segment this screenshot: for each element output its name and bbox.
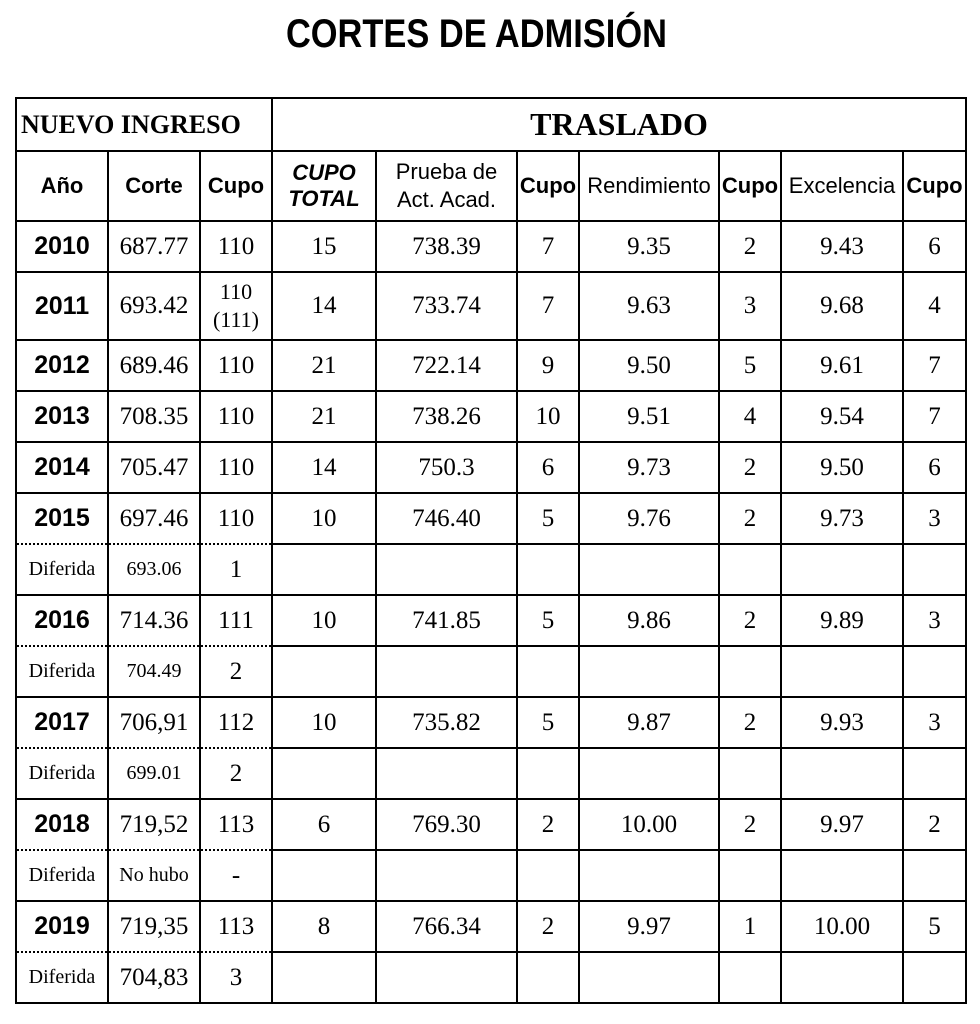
- table-row: [16, 340, 966, 391]
- cell-cupo-total: 10: [272, 493, 376, 544]
- header-corte: Corte: [108, 151, 200, 221]
- empty-cell: [579, 748, 719, 799]
- cell-prueba: 750.3: [376, 442, 517, 493]
- empty-cell: [719, 646, 781, 697]
- cell-prueba: 746.40: [376, 493, 517, 544]
- cell-cupo-total: 21: [272, 391, 376, 442]
- header-cupo-rend: Cupo: [719, 151, 781, 221]
- cell-excelencia: 9.97: [781, 799, 903, 850]
- cell-cupo-rend: 1: [719, 901, 781, 952]
- table-row: [16, 595, 966, 646]
- cell-corte: 705.47: [108, 442, 200, 493]
- admission-cutoffs-table: [15, 97, 967, 1004]
- cell-corte: 714.36: [108, 595, 200, 646]
- cell-cupo-exc: 7: [903, 391, 966, 442]
- cell-cupo-rend: 4: [719, 391, 781, 442]
- cell-cupo-paa: 7: [517, 221, 579, 272]
- cell-cupo-exc: 7: [903, 340, 966, 391]
- cell-diferida-corte: No hubo: [108, 850, 200, 901]
- cell-rendimiento: 9.73: [579, 442, 719, 493]
- table-row: [16, 442, 966, 493]
- cell-cupo-exc: 3: [903, 697, 966, 748]
- table-row: [16, 391, 966, 442]
- cell-corte: 693.42: [108, 272, 200, 340]
- table-row: [16, 799, 966, 850]
- cell-cupo-total: 10: [272, 595, 376, 646]
- cell-rendimiento: 9.63: [579, 272, 719, 340]
- table-row-diferida: [16, 544, 966, 595]
- cell-cupo-total: 15: [272, 221, 376, 272]
- cell-cupo-paa: 2: [517, 799, 579, 850]
- header-rendimiento: Rendimiento: [579, 151, 719, 221]
- cell-corte: 719,52: [108, 799, 200, 850]
- cell-cupo-exc: 4: [903, 272, 966, 340]
- header-excelencia: Excelencia: [781, 151, 903, 221]
- cell-diferida-label: Diferida: [16, 646, 108, 697]
- cell-diferida-label: Diferida: [16, 850, 108, 901]
- cell-cupo: 110: [200, 391, 272, 442]
- cell-diferida-label: Diferida: [16, 748, 108, 799]
- cell-corte: 697.46: [108, 493, 200, 544]
- table-row-diferida: [16, 748, 966, 799]
- empty-cell: [579, 544, 719, 595]
- cell-corte: 706,91: [108, 697, 200, 748]
- cell-anio: 2013: [16, 391, 108, 442]
- cell-cupo-rend: 2: [719, 442, 781, 493]
- cell-cupo-total: 6: [272, 799, 376, 850]
- cell-cupo-paa: 6: [517, 442, 579, 493]
- cell-excelencia: 9.89: [781, 595, 903, 646]
- empty-cell: [719, 748, 781, 799]
- cell-cupo-paa: 7: [517, 272, 579, 340]
- cell-diferida-cupo: 2: [200, 748, 272, 799]
- table-row: [16, 221, 966, 272]
- cell-cupo-paa: 2: [517, 901, 579, 952]
- cell-cupo-paa: 5: [517, 697, 579, 748]
- section-traslado: TRASLADO: [272, 98, 966, 151]
- cell-diferida-cupo: 2: [200, 646, 272, 697]
- cell-cupo-rend: 5: [719, 340, 781, 391]
- cell-anio: 2010: [16, 221, 108, 272]
- cell-excelencia: 9.54: [781, 391, 903, 442]
- table-row-diferida: [16, 646, 966, 697]
- cell-cupo-exc: 3: [903, 595, 966, 646]
- cell-rendimiento: 9.50: [579, 340, 719, 391]
- cell-cupo: 110: [200, 442, 272, 493]
- cell-cupo-rend: 2: [719, 493, 781, 544]
- cell-cupo: 110: [200, 493, 272, 544]
- empty-cell: [781, 850, 903, 901]
- cell-cupo-exc: 6: [903, 221, 966, 272]
- cell-rendimiento: 9.97: [579, 901, 719, 952]
- cell-prueba: 738.39: [376, 221, 517, 272]
- empty-cell: [579, 646, 719, 697]
- table-row: [16, 901, 966, 952]
- header-cupo-total: CUPO TOTAL: [272, 151, 376, 221]
- header-cupo-exc: Cupo: [903, 151, 966, 221]
- table-row: [16, 272, 966, 340]
- empty-cell: [781, 544, 903, 595]
- cell-cupo-exc: 2: [903, 799, 966, 850]
- table-row-diferida: [16, 952, 966, 1003]
- cell-diferida-cupo: 1: [200, 544, 272, 595]
- cell-anio: 2012: [16, 340, 108, 391]
- cell-cupo-paa: 5: [517, 595, 579, 646]
- empty-cell: [376, 646, 517, 697]
- cell-prueba: 741.85: [376, 595, 517, 646]
- empty-cell: [903, 544, 966, 595]
- empty-cell: [579, 850, 719, 901]
- empty-cell: [376, 952, 517, 1003]
- empty-cell: [376, 850, 517, 901]
- cell-corte: 687.77: [108, 221, 200, 272]
- table-row: [16, 493, 966, 544]
- page-title: CORTES DE ADMISIÓN: [285, 12, 667, 56]
- cell-cupo-exc: 5: [903, 901, 966, 952]
- cell-cupo-rend: 2: [719, 799, 781, 850]
- empty-cell: [376, 748, 517, 799]
- empty-cell: [903, 748, 966, 799]
- cell-excelencia: 9.61: [781, 340, 903, 391]
- table-row-diferida: [16, 850, 966, 901]
- cell-cupo-exc: 6: [903, 442, 966, 493]
- cell-cupo-total: 14: [272, 442, 376, 493]
- cell-diferida-corte: 704,83: [108, 952, 200, 1003]
- cell-rendimiento: 9.35: [579, 221, 719, 272]
- empty-cell: [719, 544, 781, 595]
- cell-corte: 689.46: [108, 340, 200, 391]
- cell-diferida-corte: 699.01: [108, 748, 200, 799]
- section-nuevo-ingreso: NUEVO INGRESO: [16, 98, 272, 151]
- cell-cupo-rend: 2: [719, 697, 781, 748]
- cell-prueba: 733.74: [376, 272, 517, 340]
- header-cupo: Cupo: [200, 151, 272, 221]
- cell-diferida-cupo: 3: [200, 952, 272, 1003]
- cell-cupo-rend: 2: [719, 221, 781, 272]
- cell-corte: 719,35: [108, 901, 200, 952]
- empty-cell: [517, 748, 579, 799]
- cell-diferida-label: Diferida: [16, 544, 108, 595]
- cell-cupo: 110: [200, 221, 272, 272]
- empty-cell: [781, 748, 903, 799]
- cell-cupo-total: 8: [272, 901, 376, 952]
- cell-cupo-paa: 10: [517, 391, 579, 442]
- cell-diferida-corte: 693.06: [108, 544, 200, 595]
- cell-rendimiento: 10.00: [579, 799, 719, 850]
- cell-excelencia: 9.73: [781, 493, 903, 544]
- empty-cell: [517, 850, 579, 901]
- cell-anio: 2018: [16, 799, 108, 850]
- cell-cupo-rend: 3: [719, 272, 781, 340]
- cell-excelencia: 9.68: [781, 272, 903, 340]
- cell-cupo: 111: [200, 595, 272, 646]
- empty-cell: [903, 850, 966, 901]
- cell-cupo: 113: [200, 799, 272, 850]
- cell-cupo: 112: [200, 697, 272, 748]
- cell-cupo-paa: 5: [517, 493, 579, 544]
- cell-excelencia: 9.50: [781, 442, 903, 493]
- header-anio: Año: [16, 151, 108, 221]
- empty-cell: [517, 544, 579, 595]
- empty-cell: [272, 952, 376, 1003]
- cell-cupo: 110 (111): [200, 272, 272, 340]
- empty-cell: [272, 748, 376, 799]
- cell-prueba: 766.34: [376, 901, 517, 952]
- cell-cupo: 113: [200, 901, 272, 952]
- cell-rendimiento: 9.86: [579, 595, 719, 646]
- cell-rendimiento: 9.76: [579, 493, 719, 544]
- empty-cell: [781, 952, 903, 1003]
- cell-cupo-exc: 3: [903, 493, 966, 544]
- cell-rendimiento: 9.87: [579, 697, 719, 748]
- cell-corte: 708.35: [108, 391, 200, 442]
- cell-excelencia: 9.43: [781, 221, 903, 272]
- cell-cupo-paa: 9: [517, 340, 579, 391]
- cell-anio: 2014: [16, 442, 108, 493]
- cell-anio: 2015: [16, 493, 108, 544]
- cell-cupo-total: 21: [272, 340, 376, 391]
- header-prueba: Prueba de Act. Acad.: [376, 151, 517, 221]
- empty-cell: [781, 646, 903, 697]
- cell-diferida-label: Diferida: [16, 952, 108, 1003]
- cell-cupo: 110: [200, 340, 272, 391]
- empty-cell: [517, 952, 579, 1003]
- cell-rendimiento: 9.51: [579, 391, 719, 442]
- empty-cell: [903, 646, 966, 697]
- empty-cell: [272, 850, 376, 901]
- empty-cell: [903, 952, 966, 1003]
- cell-cupo-total: 10: [272, 697, 376, 748]
- table-row: [16, 697, 966, 748]
- header-cupo-paa: Cupo: [517, 151, 579, 221]
- cell-prueba: 738.26: [376, 391, 517, 442]
- cell-cupo-total: 14: [272, 272, 376, 340]
- cell-anio: 2019: [16, 901, 108, 952]
- empty-cell: [719, 850, 781, 901]
- empty-cell: [517, 646, 579, 697]
- empty-cell: [272, 646, 376, 697]
- cell-excelencia: 9.93: [781, 697, 903, 748]
- cell-prueba: 769.30: [376, 799, 517, 850]
- cell-diferida-cupo: -: [200, 850, 272, 901]
- empty-cell: [719, 952, 781, 1003]
- empty-cell: [376, 544, 517, 595]
- cell-anio: 2016: [16, 595, 108, 646]
- cell-diferida-corte: 704.49: [108, 646, 200, 697]
- cell-anio: 2011: [16, 272, 108, 340]
- cell-prueba: 722.14: [376, 340, 517, 391]
- cell-anio: 2017: [16, 697, 108, 748]
- empty-cell: [579, 952, 719, 1003]
- cell-prueba: 735.82: [376, 697, 517, 748]
- cell-cupo-rend: 2: [719, 595, 781, 646]
- empty-cell: [272, 544, 376, 595]
- cell-excelencia: 10.00: [781, 901, 903, 952]
